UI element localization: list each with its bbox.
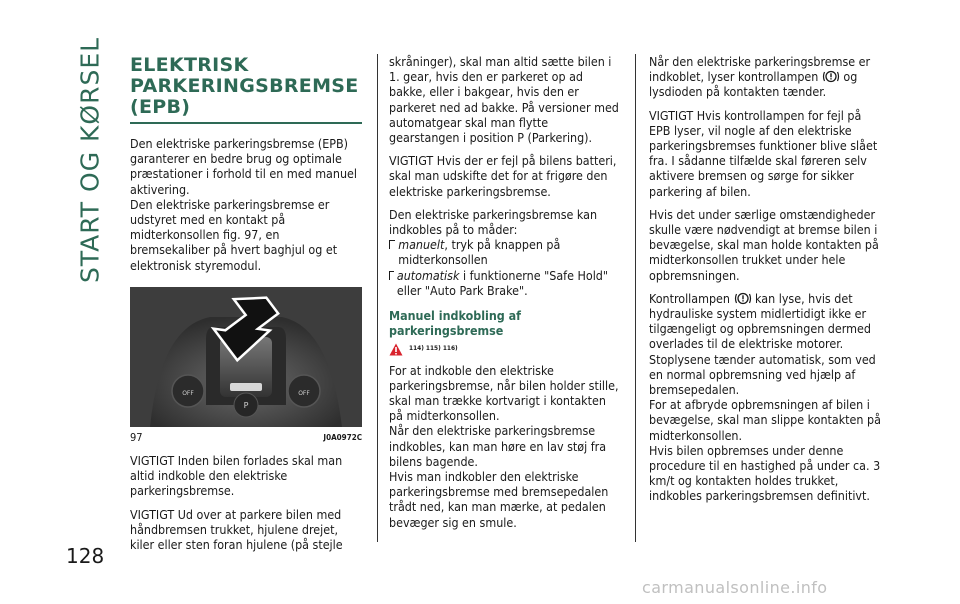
list-item-emphasis: automatisk: [396, 267, 460, 283]
paragraph: Når den elektriske parkeringsbremse indkobles, kan man høre en lav støj fra bilens bagende.: [389, 423, 607, 469]
section-title: [72, 36, 108, 284]
paragraph: VIGTIGT Ud over at parkere bilen med håndbremsen trukket, hjulene drejet, kiler eller sten foran hjulene (på stejle: [130, 506, 343, 553]
paragraph: [649, 54, 881, 100]
figure-code: J0A0972C: [323, 432, 362, 442]
paragraph: VIGTIGT Inden bilen forlades skal man altid indkoble den elektriske parkeringsbremse.: [130, 453, 343, 499]
paragraph: VIGTIGT Hvis der er fejl på bilens batteri, skal man udskifte det for at frigøre den elektriske parkeringsbremse.: [389, 153, 617, 199]
paragraph: Hvis det under særlige omstændigheder skulle være nødvendigt at bremse bilen i bevægelse, skal man holde kontakten på midterkonsollen trukket under hele opbremsningen.: [649, 206, 879, 283]
paragraph: For at indkoble den elektriske parkeringsbremse, når bilen holder stille, skal man trække kortvarigt i kontakten på midterkonsollen.: [389, 362, 619, 424]
left-button-label: OFF: [182, 389, 194, 397]
figure-caption: [130, 430, 362, 445]
warning-refs-text: 114) 115) 116): [409, 344, 458, 353]
list-item-text: , tryk på knappen på midterkonsollen: [398, 237, 561, 268]
paragraph: Den elektriske parkeringsbremse er udstyret med en kontakt på midterkonsollen fig. 97, en bremsekaliber på hvert baghjul og et elektronisk styremodul.: [130, 196, 338, 273]
paragraph: skråninger), skal man altid sætte bilen i 1. gear, hvis den er parkeret op ad bakke, eller i bakgear, hvis den er parkeret ned ad bakke. På versioner med automatgear skal man flytte gearstangen i position P (Parkering).: [389, 54, 619, 146]
paragraph: Den elektriske parkeringsbremse (EPB) garanterer en bedre brug og optimale præstationer i forhold til en med manuel aktivering.: [130, 136, 357, 197]
paragraph-text: og lysdioden på kontakten tænder.: [649, 69, 858, 100]
paragraph: Hvis bilen opbremses under denne procedure til en hastighed på under ca. 3 km/t og kontakten holdes trukket, indkobles parkeringsbremsen definitivt.: [649, 442, 881, 504]
paragraph: Stoplysene tænder automatisk, som ved en normal opbremsning ved hjælp af bremsepedalen.: [649, 351, 876, 398]
epb-switch-illustration: [130, 287, 362, 427]
right-button-label: OFF: [298, 389, 310, 397]
section-title-text: START OG KØRSEL: [75, 36, 105, 284]
bullet-icon: [389, 271, 394, 280]
column-1: [130, 55, 362, 560]
page-number: 128: [66, 544, 105, 568]
list-item-text: i funktionerne "Safe Hold" eller "Auto Park Brake".: [396, 267, 608, 298]
epb-switch-figure: [130, 287, 362, 427]
figure-number: 97: [130, 430, 143, 444]
column-divider: [377, 54, 378, 542]
warning-references: [389, 341, 621, 356]
center-button-label: P: [243, 400, 249, 410]
brake-warning-icon: [822, 70, 840, 83]
list-item: [389, 237, 621, 267]
bullet-icon: [389, 240, 395, 249]
paragraph-text: Når den elektriske parkeringsbremse er indkoblet, lyser kontrollampen: [649, 54, 871, 85]
warning-triangle-icon: [389, 343, 403, 356]
subheading: Manuel indkobling af parkeringsbremse: [389, 308, 522, 339]
column-2: [389, 54, 621, 538]
paragraph-text: kan lyse, hvis det hydrauliske system midlertidigt ikke er tilgængeligt og opbremsningen dermed overlades til de elektriske motorer.: [649, 290, 871, 352]
list-item: [389, 268, 621, 298]
paragraph: Den elektriske parkeringsbremse kan indkobles på to måder:: [389, 206, 598, 238]
paragraph: For at afbryde opbremsningen af bilen i bevægelse, skal man slippe kontakten på midterkonsollen.: [649, 397, 881, 443]
column-3: [649, 54, 881, 512]
paragraph: [649, 291, 881, 352]
brake-warning-icon: [734, 292, 752, 305]
watermark: carmanualsonline.info: [642, 578, 828, 597]
page-heading: ELEKTRISK PARKERINGSBREMSE (EPB): [130, 55, 362, 124]
column-divider: [635, 54, 636, 542]
paragraph: Hvis man indkobler den elektriske parkeringsbremse med bremsepedalen trådt ned, kan man mærke, at pedalen bevæger sig en smule.: [389, 469, 609, 530]
paragraph: VIGTIGT Hvis kontrollampen for fejl på EPB lyser, vil nogle af den elektriske parkeringsbremses funktioner blive slået fra. I sådanne tilfælde skal føreren selv aktivere bremsen og sørge for sikker parkering af bilen.: [649, 107, 878, 199]
list-item-emphasis: manuelt: [398, 237, 445, 253]
paragraph-text: Kontrollampen: [649, 290, 730, 306]
